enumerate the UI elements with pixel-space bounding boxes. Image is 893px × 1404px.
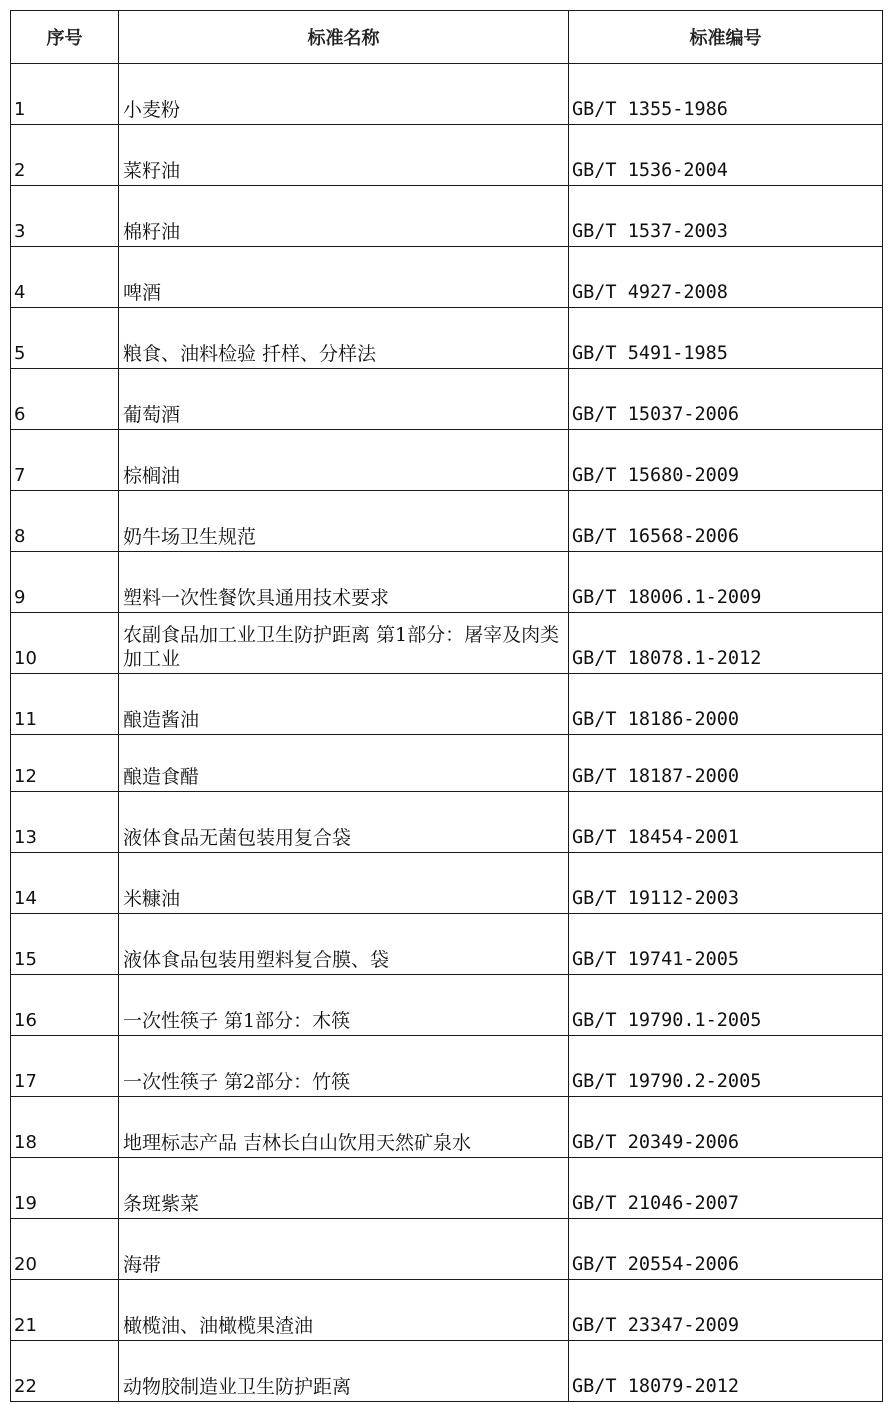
cell-standard-name: 海带: [119, 1219, 569, 1280]
cell-serial-number: 20: [11, 1219, 119, 1280]
table-row: [11, 430, 883, 491]
cell-standard-code: GB/T 19790.1-2005: [569, 975, 883, 1036]
cell-serial-number: 17: [11, 1036, 119, 1097]
cell-standard-code: GB/T 18078.1-2012: [569, 613, 883, 674]
cell-serial-number: 4: [11, 247, 119, 308]
standards-table: [10, 10, 883, 1402]
table-row: [11, 914, 883, 975]
cell-standard-code: GB/T 15037-2006: [569, 369, 883, 430]
table-row: [11, 735, 883, 792]
table-row: [11, 186, 883, 247]
cell-standard-code: GB/T 19790.2-2005: [569, 1036, 883, 1097]
cell-standard-name: 动物胶制造业卫生防护距离: [119, 1341, 569, 1402]
table-row: [11, 552, 883, 613]
table-row: [11, 1036, 883, 1097]
cell-standard-name: 酿造食醋: [119, 735, 569, 792]
cell-standard-name: 米糠油: [119, 853, 569, 914]
table-row: [11, 125, 883, 186]
cell-serial-number: 21: [11, 1280, 119, 1341]
cell-standard-name: 奶牛场卫生规范: [119, 491, 569, 552]
cell-standard-name-text: 农副食品加工业卫生防护距离 第1部分：屠宰及肉类加工业: [123, 624, 560, 670]
table-row: [11, 613, 883, 674]
cell-serial-number: 8: [11, 491, 119, 552]
cell-standard-code: GB/T 4927-2008: [569, 247, 883, 308]
cell-standard-name: 菜籽油: [119, 125, 569, 186]
cell-serial-number: 12: [11, 735, 119, 792]
cell-standard-code: GB/T 18186-2000: [569, 674, 883, 735]
cell-serial-number: 22: [11, 1341, 119, 1402]
cell-standard-name: 条斑紫菜: [119, 1158, 569, 1219]
table-row: [11, 853, 883, 914]
table-row: [11, 1280, 883, 1341]
table-row: [11, 308, 883, 369]
cell-serial-number: 11: [11, 674, 119, 735]
cell-standard-code: GB/T 1355-1986: [569, 64, 883, 125]
table-row: [11, 1219, 883, 1280]
cell-standard-code: GB/T 18006.1-2009: [569, 552, 883, 613]
table-row: [11, 247, 883, 308]
table-row: [11, 674, 883, 735]
table-row: [11, 64, 883, 125]
table-row: [11, 792, 883, 853]
cell-standard-code: GB/T 1537-2003: [569, 186, 883, 247]
header-serial-number: 序号: [11, 11, 119, 64]
table-row: [11, 975, 883, 1036]
cell-standard-name: 塑料一次性餐饮具通用技术要求: [119, 552, 569, 613]
cell-serial-number: 9: [11, 552, 119, 613]
table-body: [11, 64, 883, 1402]
cell-standard-code: GB/T 20349-2006: [569, 1097, 883, 1158]
cell-serial-number: 15: [11, 914, 119, 975]
table-row: [11, 491, 883, 552]
cell-standard-code: GB/T 18454-2001: [569, 792, 883, 853]
cell-standard-name: 酿造酱油: [119, 674, 569, 735]
cell-standard-name: 棉籽油: [119, 186, 569, 247]
cell-serial-number: 18: [11, 1097, 119, 1158]
cell-standard-code: GB/T 23347-2009: [569, 1280, 883, 1341]
cell-serial-number: 1: [11, 64, 119, 125]
cell-standard-code: GB/T 19112-2003: [569, 853, 883, 914]
cell-serial-number: 7: [11, 430, 119, 491]
cell-standard-code: GB/T 20554-2006: [569, 1219, 883, 1280]
cell-standard-name: 一次性筷子 第1部分：木筷: [119, 975, 569, 1036]
header-standard-code: 标准编号: [569, 11, 883, 64]
cell-standard-code: GB/T 5491-1985: [569, 308, 883, 369]
header-standard-name: 标准名称: [119, 11, 569, 64]
cell-standard-name: [119, 613, 569, 674]
cell-standard-name: 一次性筷子 第2部分：竹筷: [119, 1036, 569, 1097]
table-row: [11, 1158, 883, 1219]
cell-standard-code: GB/T 16568-2006: [569, 491, 883, 552]
table-header-row: [11, 11, 883, 64]
cell-standard-name: 棕榈油: [119, 430, 569, 491]
cell-serial-number: 6: [11, 369, 119, 430]
table-row: [11, 369, 883, 430]
cell-standard-code: GB/T 19741-2005: [569, 914, 883, 975]
cell-standard-name: 粮食、油料检验 扦样、分样法: [119, 308, 569, 369]
cell-serial-number: 10: [11, 613, 119, 674]
cell-standard-name: 液体食品无菌包装用复合袋: [119, 792, 569, 853]
cell-standard-name: 液体食品包装用塑料复合膜、袋: [119, 914, 569, 975]
cell-standard-code: GB/T 21046-2007: [569, 1158, 883, 1219]
cell-serial-number: 13: [11, 792, 119, 853]
cell-standard-name: 小麦粉: [119, 64, 569, 125]
cell-serial-number: 16: [11, 975, 119, 1036]
cell-standard-code: GB/T 18187-2000: [569, 735, 883, 792]
cell-serial-number: 2: [11, 125, 119, 186]
cell-standard-name: 地理标志产品 吉林长白山饮用天然矿泉水: [119, 1097, 569, 1158]
cell-serial-number: 14: [11, 853, 119, 914]
cell-serial-number: 3: [11, 186, 119, 247]
table-row: [11, 1097, 883, 1158]
cell-serial-number: 19: [11, 1158, 119, 1219]
cell-standard-name: 啤酒: [119, 247, 569, 308]
cell-standard-code: GB/T 1536-2004: [569, 125, 883, 186]
cell-standard-name: 橄榄油、油橄榄果渣油: [119, 1280, 569, 1341]
cell-standard-name: 葡萄酒: [119, 369, 569, 430]
cell-standard-code: GB/T 18079-2012: [569, 1341, 883, 1402]
cell-standard-code: GB/T 15680-2009: [569, 430, 883, 491]
table-row: [11, 1341, 883, 1402]
cell-serial-number: 5: [11, 308, 119, 369]
